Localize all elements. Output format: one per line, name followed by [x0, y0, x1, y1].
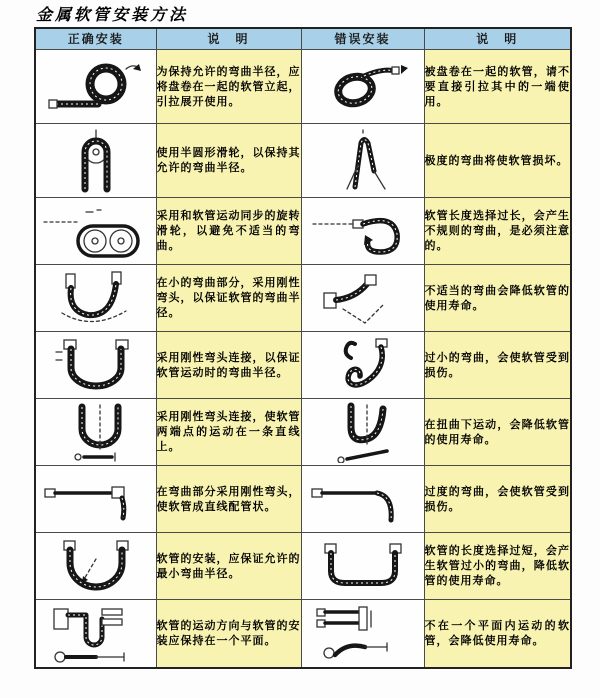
wrong-illustration-cell — [301, 398, 424, 465]
semicircular-pulley-illustration — [40, 127, 152, 193]
correct-description: 采用刚性弯头连接，以保证软管运动时的弯曲半径。 — [156, 331, 301, 398]
inline-endpoint-motion-illustration — [40, 401, 152, 463]
header-row — [35, 28, 571, 49]
correct-illustration-cell — [35, 398, 156, 465]
too-small-bend-illustration — [307, 336, 419, 394]
twisted-motion-illustration — [307, 401, 419, 463]
correct-description: 采用和软管运动同步的旋转滑轮，以避免不适当的弯曲。 — [156, 197, 301, 264]
table-row — [35, 465, 571, 532]
correct-description: 为保持允许的弯曲半径，应将盘卷在一起的软管立起，引拉展开使用。 — [156, 49, 301, 123]
rigid-elbow-connection-illustration — [40, 336, 152, 394]
improper-bend-illustration — [307, 269, 419, 327]
wrong-description: 在扭曲下运动，会降低软管的使用寿命。 — [424, 398, 571, 465]
header-wrong-install: 错误安装 — [301, 28, 424, 49]
correct-illustration-cell — [35, 599, 156, 668]
correct-illustration-cell — [35, 49, 156, 123]
wrong-illustration-cell — [301, 599, 424, 668]
rigid-elbow-small-bend-illustration — [40, 269, 152, 327]
correct-description: 在小的弯曲部分，采用刚性弯头，以保证软管的弯曲半径。 — [156, 264, 301, 331]
page-title: 金属软管安装方法 — [36, 5, 189, 24]
wrong-illustration-cell — [301, 331, 424, 398]
table-row — [35, 599, 571, 668]
overlong-hose-loop-illustration — [307, 202, 419, 260]
excessive-bend-illustration — [307, 470, 419, 528]
table-row — [35, 197, 571, 264]
wrong-description: 软管的长度选择过短，会产生软管过小的弯曲，降低软管的使用寿命。 — [424, 532, 571, 599]
wrong-illustration-cell — [301, 532, 424, 599]
correct-illustration-cell — [35, 331, 156, 398]
synchronized-rotating-pulley-illustration — [40, 202, 152, 260]
table-row — [35, 264, 571, 331]
table-row — [35, 123, 571, 197]
correct-illustration-cell — [35, 532, 156, 599]
correct-illustration-cell — [35, 123, 156, 197]
standing-coil-unroll-illustration — [40, 54, 152, 118]
correct-illustration-cell — [35, 264, 156, 331]
wrong-description: 极度的弯曲将使软管损坏。 — [424, 123, 571, 197]
correct-illustration-cell — [35, 465, 156, 532]
wrong-illustration-cell — [301, 49, 424, 123]
wrong-illustration-cell — [301, 197, 424, 264]
header-description-wrong: 说 明 — [424, 28, 571, 49]
out-of-plane-motion-illustration — [307, 601, 419, 665]
header-correct-install: 正确安装 — [35, 28, 156, 49]
wrong-description: 被盘卷在一起的软管，请不要直接引拉其中的一端使用。 — [424, 49, 571, 123]
wrong-description: 软管长度选择过长，会产生不规则的弯曲，是必须注意的。 — [424, 197, 571, 264]
coil-end-pull-illustration — [307, 54, 419, 118]
wrong-description: 不在一个平面内运动的软管，会降低使用寿命。 — [424, 599, 571, 668]
correct-description: 采用刚性弯头连接，使软管两端点的运动在一条直线上。 — [156, 398, 301, 465]
single-plane-motion-illustration — [40, 601, 152, 665]
header-description-correct: 说 明 — [156, 28, 301, 49]
correct-description: 在弯曲部分采用刚性弯头，使软管成直线配管状。 — [156, 465, 301, 532]
correct-description: 使用半圆形滑轮，以保持其允许的弯曲半径。 — [156, 123, 301, 197]
too-short-hose-illustration — [307, 537, 419, 595]
extreme-bend-illustration — [307, 127, 419, 193]
table-row — [35, 398, 571, 465]
wrong-description: 过度的弯曲，会使软管受到损伤。 — [424, 465, 571, 532]
correct-description: 软管的运动方向与软管的安装应保持在一个平面。 — [156, 599, 301, 668]
wrong-illustration-cell — [301, 264, 424, 331]
straight-piping-elbow-illustration — [40, 470, 152, 528]
wrong-description: 不适当的弯曲会降低软管的使用寿命。 — [424, 264, 571, 331]
table-row — [35, 331, 571, 398]
wrong-illustration-cell — [301, 123, 424, 197]
correct-illustration-cell — [35, 197, 156, 264]
wrong-illustration-cell — [301, 465, 424, 532]
minimum-bend-radius-illustration — [40, 537, 152, 595]
table-row — [35, 532, 571, 599]
table-row — [35, 49, 571, 123]
wrong-description: 过小的弯曲，会使软管受到损伤。 — [424, 331, 571, 398]
correct-description: 软管的安装，应保证允许的最小弯曲半径。 — [156, 532, 301, 599]
installation-table — [34, 27, 572, 669]
